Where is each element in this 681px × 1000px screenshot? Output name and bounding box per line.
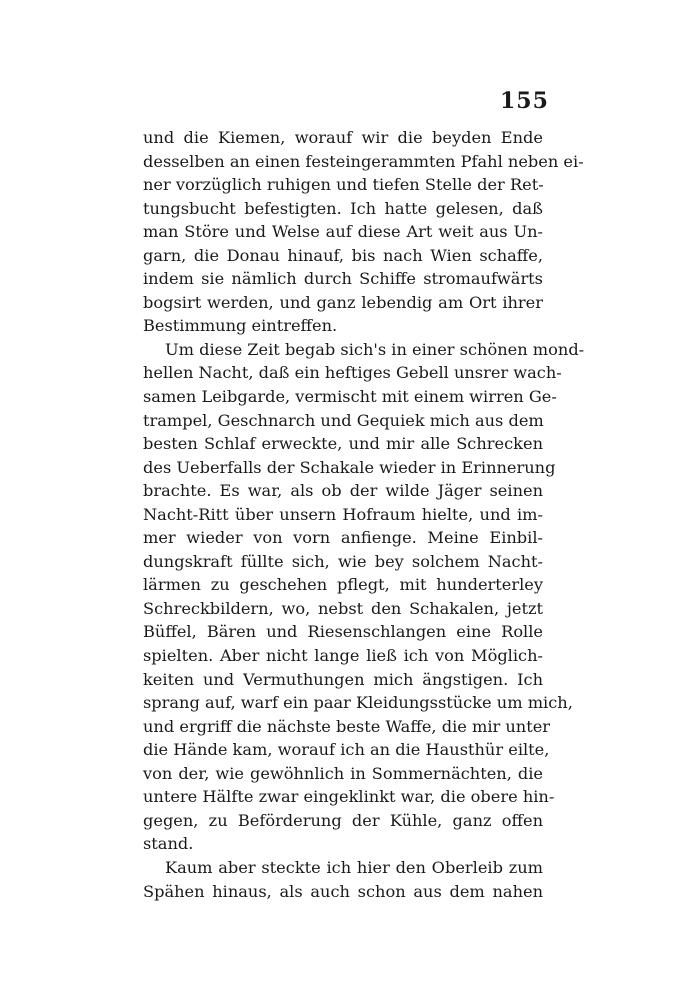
- text-line: Kaum aber steckte ich hier den Oberleib zum: [165, 857, 543, 877]
- text-line: man Störe und Welse auf diese Art weit aus Un-: [143, 222, 543, 242]
- text-line: dungskraft füllte sich, wie bey solchem Nacht-: [143, 551, 543, 571]
- text-line: des Ueberfalls der Schakale wieder in Erinnerung: [143, 457, 556, 477]
- text-line: die Hände kam, worauf ich an die Hausthür eilte,: [143, 740, 550, 760]
- text-line: bogsirt werden, und ganz lebendig am Ort ihrer: [143, 292, 543, 312]
- text-line: untere Hälfte zwar eingeklinkt war, die obere hin-: [143, 787, 555, 807]
- text-line: mer wieder von vorn anfienge. Meine Einbil-: [143, 528, 543, 548]
- text-line: tungsbucht befestigten. Ich hatte gelesen, daß: [143, 198, 543, 218]
- text-line: spielten. Aber nicht lange ließ ich von Möglich-: [143, 646, 543, 666]
- text-line: brachte. Es war, als ob der wilde Jäger seinen: [143, 481, 543, 501]
- text-line: ner vorzüglich ruhigen und tiefen Stelle der Ret-: [143, 175, 544, 195]
- text-line: samen Leibgarde, vermischt mit einem wirren Ge-: [143, 387, 557, 407]
- text-line: Bestimmung eintreffen.: [143, 316, 338, 336]
- text-line: hellen Nacht, daß ein heftiges Gebell unsrer wach-: [143, 363, 562, 383]
- text-line: sprang auf, warf ein paar Kleidungsstücke um mich,: [143, 693, 573, 713]
- text-line: keiten und Vermuthungen mich ängstigen. Ich: [143, 669, 543, 689]
- text-line: garn, die Donau hinauf, bis nach Wien schaffe,: [143, 245, 543, 265]
- text-line: gegen, zu Beförderung der Kühle, ganz offen: [143, 810, 543, 830]
- text-line: Schreckbildern, wo, nebst den Schakalen, jetzt: [143, 598, 543, 618]
- text-line: trampel, Geschnarch und Gequiek mich aus dem: [143, 410, 544, 430]
- text-line: stand.: [143, 834, 194, 854]
- text-line: von der, wie gewöhnlich in Sommernächten, die: [143, 763, 543, 783]
- text-line: Büffel, Bären und Riesenschlangen eine Rolle: [143, 622, 543, 642]
- body-text: [143, 126, 585, 903]
- text-line: Um diese Zeit begab sich's in einer schönen mond-: [165, 339, 585, 359]
- text-line: besten Schlaf erweckte, und mir alle Schrecken: [143, 434, 543, 454]
- text-line: lärmen zu geschehen pflegt, mit hunderterley: [143, 575, 543, 595]
- text-line: und ergriff die nächste beste Waffe, die mir unter: [143, 716, 551, 736]
- text-line: Spähen hinaus, als auch schon aus dem nahen: [143, 881, 543, 901]
- text-line: Nacht-Ritt über unsern Hofraum hielte, und im-: [143, 504, 543, 524]
- page-number: 155: [500, 88, 549, 114]
- text-line: und die Kiemen, worauf wir die beyden Ende: [143, 128, 543, 147]
- text-line: indem sie nämlich durch Schiffe stromaufwärts: [143, 269, 543, 289]
- text-line: desselben an einen festeingerammten Pfahl neben ei-: [143, 151, 584, 171]
